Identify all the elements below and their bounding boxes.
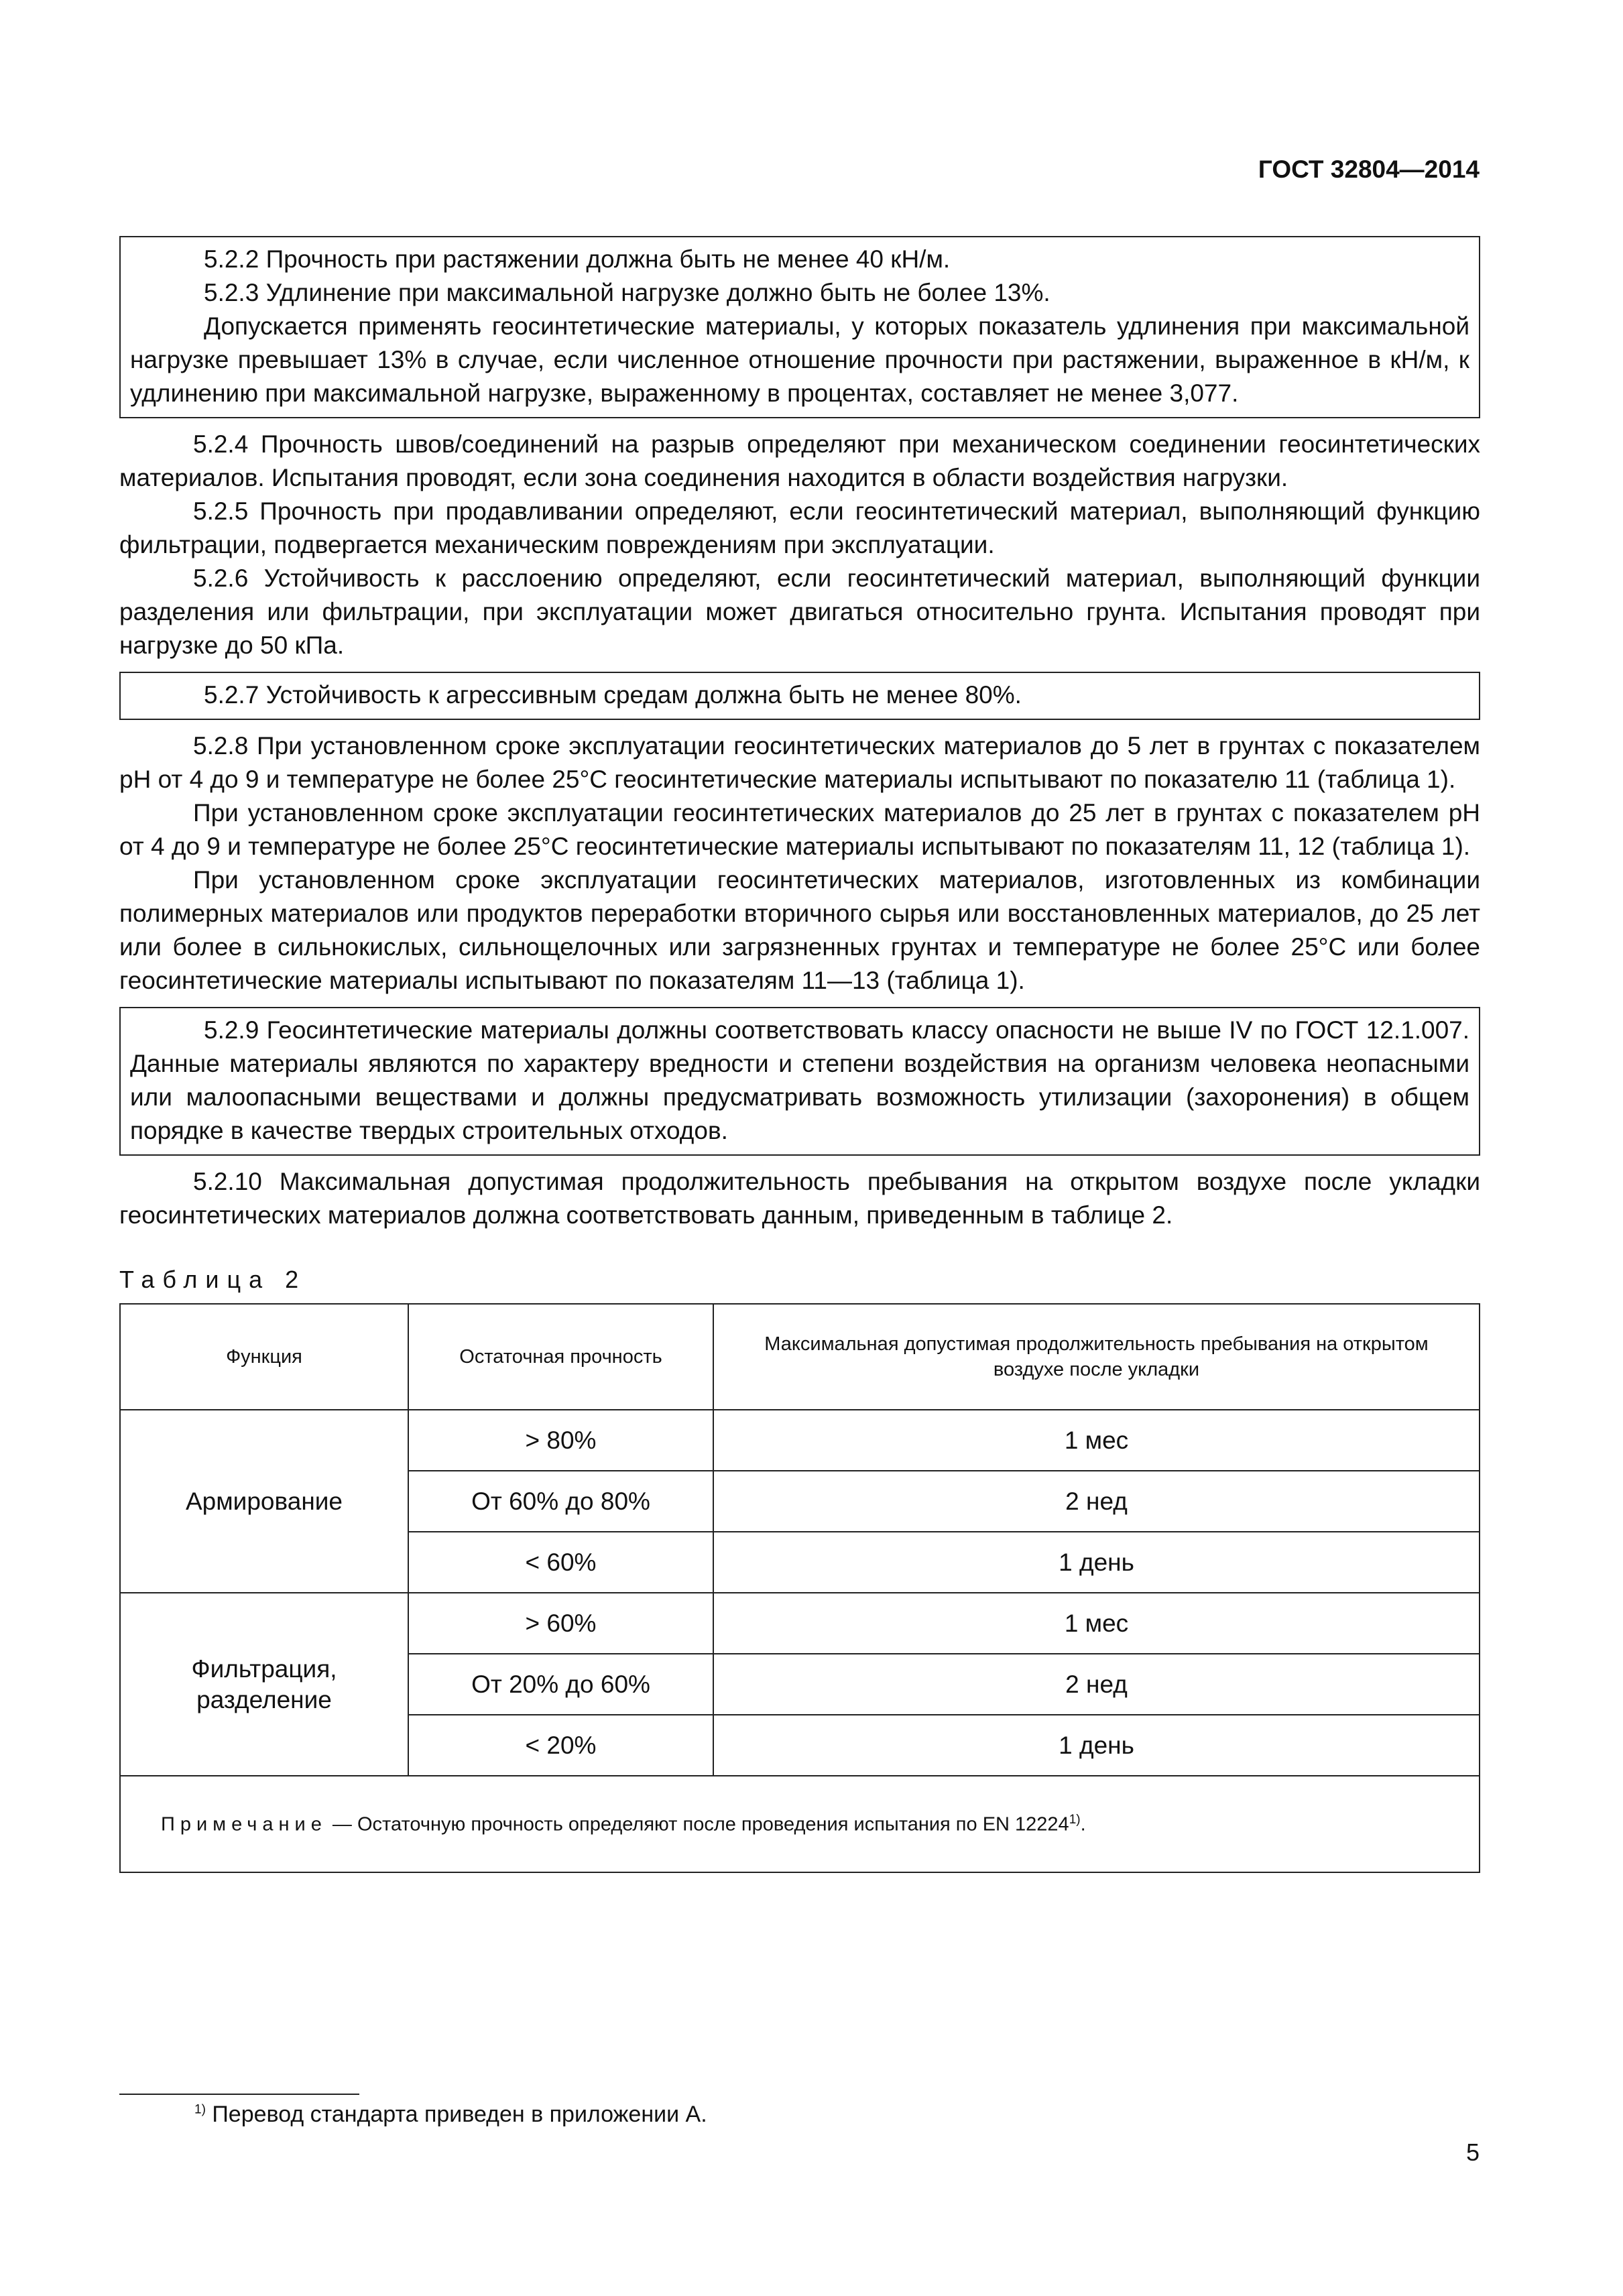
- table-2: [119, 1303, 1480, 1873]
- document-id: ГОСТ 32804—2014: [1258, 156, 1480, 183]
- paragraph: 5.2.5 Прочность при продавливании определяют, если геосинтетический материал, выполняющий функцию фильтрации, подвергается механическим повреждениям при эксплуатации.: [119, 497, 1480, 558]
- paragraph: 5.2.8 При установленном сроке эксплуатации геосинтетических материалов до 5 лет в грунтах с показателем pH от 4 до 9 и температуре не более 25°С геосинтетические материалы испытывают по показателю 11 (таблица 1).: [119, 732, 1480, 793]
- page-number: 5: [1465, 2138, 1480, 2166]
- footnote: [194, 2102, 707, 2128]
- paragraph: 5.2.2 Прочность при растяжении должна быть не менее 40 кН/м.: [204, 245, 951, 273]
- note-end: .: [1080, 1813, 1086, 1835]
- column-header-duration: Максимальная допустимая продолжительность пребывания на открытом воздухе после укладки: [713, 1304, 1480, 1410]
- table-header-row: [120, 1304, 1480, 1410]
- paragraph: 5.2.4 Прочность швов/соединений на разрыв определяют при механическом соединении геосинтетических материалов. Испытания проводят, если зона соединения находится в области воздействия нагрузки.: [119, 430, 1480, 491]
- duration-cell: 1 мес: [713, 1593, 1480, 1654]
- paragraph: 5.2.6 Устойчивость к расслоению определяют, если геосинтетический материал, выполняющий функции разделения или фильтрации, при эксплуатации может двигаться относительно грунта. Испытания проводят при нагрузке до 50 кПа.: [119, 564, 1480, 659]
- clauses-5-2-4-to-5-2-6: [119, 428, 1480, 662]
- function-cell: Армирование: [120, 1410, 408, 1593]
- note-footnote-ref: 1): [1069, 1812, 1081, 1827]
- table-note: [120, 1776, 1480, 1872]
- paragraph: 5.2.9 Геосинтетические материалы должны соответствовать классу опасности не выше IV по ГОСТ 12.1.007. Данные материалы являются по характеру вредности и степени воздействия на организм человека неопасными или малоопасными веществами и должны предусматривать возможность утилизации (захоронения) в общем порядке в качестве твердых строительных отходов.: [130, 1016, 1469, 1144]
- strength-cell: > 60%: [408, 1593, 713, 1654]
- table-row: [120, 1410, 1480, 1471]
- document-body: [119, 236, 1480, 1873]
- strength-cell: < 20%: [408, 1715, 713, 1776]
- framed-clause-5-2-9: [119, 1007, 1480, 1156]
- duration-cell: 2 нед: [713, 1471, 1480, 1532]
- function-cell: [120, 1593, 408, 1776]
- strength-cell: От 60% до 80%: [408, 1471, 713, 1532]
- note-text: — Остаточную прочность определяют после проведения испытания по EN 12224: [326, 1813, 1069, 1835]
- framed-clause-5-2-7: [119, 672, 1480, 720]
- paragraph: При установленном сроке эксплуатации геосинтетических материалов до 25 лет в грунтах с показателем pH от 4 до 9 и температуре не более 25°С геосинтетические материалы испытывают по показателям 11, 12 (таблица 1).: [119, 799, 1480, 860]
- strength-cell: < 60%: [408, 1532, 713, 1593]
- table-row: [120, 1593, 1480, 1654]
- clause-5-2-10: [119, 1165, 1480, 1232]
- table-caption: Таблица 2: [119, 1266, 307, 1293]
- clause-5-2-8: [119, 729, 1480, 998]
- paragraph: При установленном сроке эксплуатации геосинтетических материалов, изготовленных из комбинации полимерных материалов или продуктов переработки вторичного сырья или восстановленных материалов, до 25 лет или более в сильнокислых, сильнощелочных или загрязненных грунтах и температуре не более 25°С или более геосинтетические материалы испытывают по показателям 11—13 (таблица 1).: [119, 866, 1480, 994]
- duration-cell: 1 мес: [713, 1410, 1480, 1471]
- footnote-marker: 1): [194, 2102, 206, 2117]
- paragraph: 5.2.10 Максимальная допустимая продолжительность пребывания на открытом воздухе после укладки геосинтетических материалов должна соответствовать данным, приведенным в таблице 2.: [119, 1168, 1480, 1229]
- footnote-text: Перевод стандарта приведен в приложении А.: [212, 2102, 707, 2127]
- note-label: Примечание: [161, 1813, 327, 1835]
- duration-cell: 1 день: [713, 1715, 1480, 1776]
- table-note-row: [120, 1776, 1480, 1872]
- column-header-strength: Остаточная прочность: [408, 1304, 713, 1410]
- framed-clause-5-2-2: [119, 236, 1480, 418]
- duration-cell: 2 нед: [713, 1654, 1480, 1715]
- paragraph: 5.2.3 Удлинение при максимальной нагрузке должно быть не более 13%.: [204, 279, 1050, 306]
- paragraph: 5.2.7 Устойчивость к агрессивным средам должна быть не менее 80%.: [204, 681, 1022, 709]
- strength-cell: > 80%: [408, 1410, 713, 1471]
- column-header-function: Функция: [120, 1304, 408, 1410]
- duration-cell: 1 день: [713, 1532, 1480, 1593]
- footnote-divider: [119, 2094, 359, 2095]
- strength-cell: От 20% до 60%: [408, 1654, 713, 1715]
- paragraph: Допускается применять геосинтетические материалы, у которых показатель удлинения при максимальной нагрузке превышает 13% в случае, если численное отношение прочности при растяжении, выраженное в кН/м, к удлинению при максимальной нагрузке, выраженному в процентах, составляет не менее 3,077.: [130, 312, 1469, 407]
- function-label: Фильтрация, разделение: [191, 1654, 337, 1713]
